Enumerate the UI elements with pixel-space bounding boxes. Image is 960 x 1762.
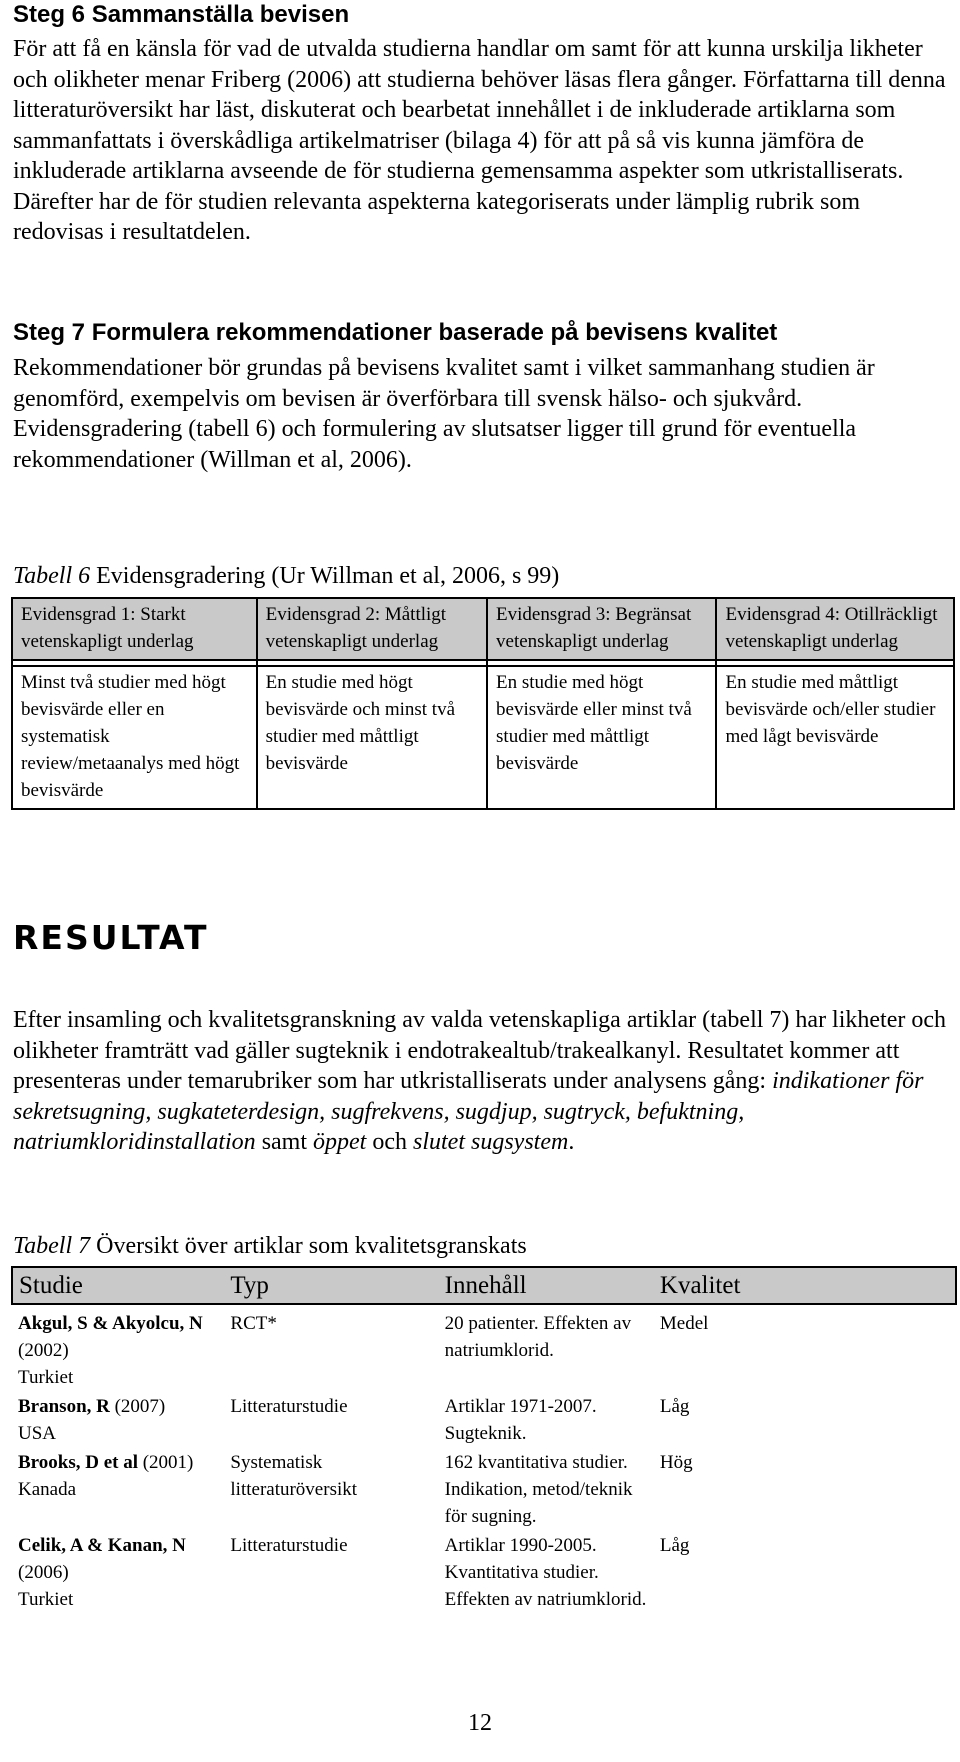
table7-header-cell: Innehåll [439, 1267, 654, 1304]
study-cell [12, 1531, 224, 1614]
resultat-heading: RESULTAT [13, 918, 209, 957]
type-cell: Systematisk litteraturöversikt [230, 1452, 358, 1500]
page-number: 12 [468, 1710, 492, 1736]
table6-caption-label: Tabell 6 [13, 563, 91, 589]
table6-header-row [12, 598, 954, 660]
study-year: (2002) [18, 1340, 69, 1361]
table7-header-cell: Kvalitet [654, 1267, 956, 1304]
study-year: (2006) [18, 1562, 69, 1583]
table-row [12, 1392, 956, 1448]
table-row [12, 1531, 956, 1614]
resultat-end: . [568, 1129, 575, 1155]
table6-caption [13, 562, 559, 590]
study-cell [12, 1392, 224, 1448]
table6-cell: En studie med högt bevisvärde eller minst två studier med måttligt bevisvärde [487, 666, 716, 809]
quality-cell: Låg [659, 1535, 690, 1556]
resultat-intro-text: Efter insamling och kvalitetsgranskning av valda vetenskapliga artiklar (tabell 7) har likheter och olikheter framträtt vad gäller sugteknik i endotrakealtub/trakealkanyl. Resultatet kommer att presenteras under temarubriker som har utkristalliserats under analysens gång: [13, 1007, 947, 1094]
table7-caption [13, 1232, 527, 1260]
table6-body-row [12, 666, 954, 809]
content-cell: 20 patienter. Effekten av natriumklorid. [444, 1313, 632, 1361]
table6-header-cell: Evidensgrad 1: Starkt vetenskapligt underlag [12, 598, 257, 660]
resultat-topics: indikationer för sekretsugning, sugkateterdesign, sugfrekvens, sugdjup, sugtryck, befuktning, natriumkloridinstallation [13, 1068, 924, 1155]
study-cell [12, 1448, 224, 1531]
table7-caption-text: Översikt över artiklar som kvalitetsgranskats [96, 1233, 527, 1259]
type-cell: Litteraturstudie [230, 1535, 348, 1556]
step7-body: Rekommendationer bör grundas på bevisens kvalitet samt i vilket sammanhang studien är genomförd, exempelvis om bevisen är överförbara till svensk hälso- och sjukvård. Evidensgradering (tabell 6) och formulering av slutsatser ligger till grund för eventuella rekommendationer (Willman et al, 2006). [13, 355, 875, 473]
table7-header-cell: Typ [224, 1267, 438, 1304]
resultat-intro [13, 1005, 948, 1158]
resultat-conj: samt [261, 1129, 308, 1155]
table7-header-cell: Studie [12, 1267, 224, 1304]
content-cell: Artiklar 1971-2007. Sugteknik. [444, 1396, 597, 1444]
study-author: Celik, A & Kanan, N [18, 1535, 186, 1556]
content-cell: Artiklar 1990-2005. Kvantitativa studier. Effekten av natriumklorid. [444, 1535, 647, 1610]
table6-cell: En studie med måttligt bevisvärde och/eller studier med lågt bevisvärde [716, 666, 954, 809]
study-country: Turkiet [18, 1367, 74, 1388]
article-overview-table [11, 1266, 957, 1614]
study-country: Kanada [18, 1479, 77, 1500]
table6-header-cell: Evidensgrad 3: Begränsat vetenskapligt underlag [487, 598, 716, 660]
evidence-grade-table [11, 597, 955, 810]
table6-header-cell: Evidensgrad 4: Otillräckligt vetenskapligt underlag [716, 598, 954, 660]
step6-heading: Steg 6 Sammanställa bevisen [13, 1, 350, 28]
quality-cell: Låg [659, 1396, 690, 1417]
table6-cell: En studie med högt bevisvärde och minst två studier med måttligt bevisvärde [257, 666, 487, 809]
table-row [12, 1304, 956, 1392]
step7-heading: Steg 7 Formulera rekommendationer baserade på bevisens kvalitet [13, 319, 778, 346]
study-author: Akgul, S & Akyolcu, N [18, 1313, 203, 1334]
quality-cell: Medel [659, 1313, 709, 1334]
type-cell: RCT* [230, 1313, 277, 1334]
study-country: USA [18, 1423, 57, 1444]
table-row [12, 1448, 956, 1531]
study-author: Branson, R [18, 1396, 110, 1417]
resultat-topic-closed: slutet sugsystem [413, 1129, 569, 1155]
study-author: Brooks, D et al [18, 1452, 138, 1473]
type-cell: Litteraturstudie [230, 1396, 348, 1417]
quality-cell: Hög [659, 1452, 693, 1473]
study-cell [12, 1304, 224, 1392]
table6-caption-text: Evidensgradering (Ur Willman et al, 2006, s 99) [96, 563, 560, 589]
content-cell: 162 kvantitativa studier. Indikation, metod/teknik för sugning. [444, 1452, 633, 1527]
resultat-conj: och [372, 1129, 407, 1155]
study-year: (2001) [142, 1452, 194, 1473]
step6-body: För att få en känsla för vad de utvalda studierna handlar om samt för att kunna urskilja likheter och olikheter menar Friberg (2006) att studierna behöver läsas flera gånger. Författarna till denna litteraturöversikt har läst, diskuterat och bearbetat innehållet i de inkluderade artiklarna som sammanfattats i överskådliga artikelmatriser (bilaga 4) för att på så vis kunna jämföra de inkluderade artiklarna avseende de för studierna gemensamma aspekter som utkristalliserats. Därefter har de för studien relevanta aspekterna kategoriserats under lämplig rubrik som redovisas i resultatdelen. [13, 36, 946, 245]
table6-cell: Minst två studier med högt bevisvärde eller en systematisk review/metaanalys med högt bevisvärde [12, 666, 257, 809]
resultat-topic-open: öppet [313, 1129, 367, 1155]
table6-header-cell: Evidensgrad 2: Måttligt vetenskapligt underlag [257, 598, 487, 660]
table7-header-row [12, 1267, 956, 1304]
table7-caption-label: Tabell 7 [13, 1233, 91, 1259]
study-year: (2007) [114, 1396, 166, 1417]
study-country: Turkiet [18, 1589, 74, 1610]
